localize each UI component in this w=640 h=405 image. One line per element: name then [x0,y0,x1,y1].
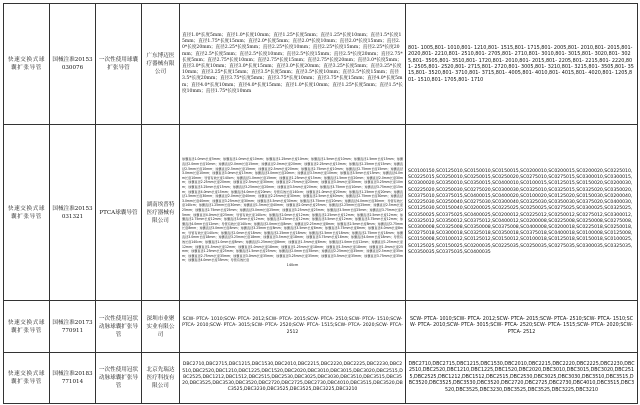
model-cell: SC0100150,SC0125010,SC0150010,SC0150015,SC0200010,SC0200015,SC0200020,SC0225010,SC0225015,SC0250010,SC0250015,SC0250020,SC0275010,SC0275015,SC0300010,SC0300015,SC0300020,SC0350010,SC0350015,SC0400010,SC0100015,SC0125015,SC0150020,SC0200030,SC0225020,SC0250030,SC0275020,SC0300030,SC0325010,SC0325015,SC0325020,SC0350020,SC0375010,SC0375015,SC0400015,SC0400020,SC0100020,SC0125020,SC0150030,SC0200040,SC0225030,SC0250040,SC0275030,SC0300040,SC0325030,SC0350030,SC0375020,SC0400030,SC0125030,SC0150040,SC0200025,SC0225025,SC0250025,SC0275025,SC0300025,SC0325025,SC0350025,SC0375025,SC0400025,SC0200012,SC0225012,SC0250012,SC0275012,SC0300012,SC0325012,SC0350012,SC0375012,SC0400012,SC0200008,SC0225008,SC0250008,SC0275008,SC0300008,SC0325008,SC0350008,SC0375008,SC0400008,SC0200018,SC0225018,SC0250018,SC0275018,SC0300018,SC0325018,SC0350018,SC0375018,SC0400018,SC0100008,SC0125008,SC0150008,SC0100012,SC0125012,SC0150012,SC0100018,SC0125018,SC0150018,SC0100025,SC0125025,SC0150025,SC0200035,SC0225035,SC0250035,SC0275035,SC0300035,SC0325035,SC0350035,SC0375035,SC0400035 [406,125,638,301]
registration-number-cell: 国械注准20173770911 [50,301,96,353]
product-name-cell: 快速交换式球囊扩张导管 [4,301,50,353]
registration-number-cell: 国械注准20153030076 [50,4,96,125]
specification-cell: 直径1.0*长度5mm；直径1.0*长度10mm；直径1.25*长度5mm；直径1.25*长度10mm；直径1.5*长度15mm；直径1.75*长度15mm；直径2.0*长度5mm；直径2.0*长度10mm；直径2.0*长度15mm；直径2.0*长度20mm；直径2.25*长度5mm；直径2.25*长度10mm；直径2.25*长度15mm；直径2.25*长度20mm；直径2.5*长度5mm；直径2.5*长度10mm；直径2.5*长度15mm；直径2.5*长度20mm；直径2.75*长度5mm；直径2.75*长度10mm；直径2.75*长度15mm；直径2.75*长度20mm；直径3.0*长度5mm；直径3.0*长度10mm；直径3.0*长度15mm；直径3.0*长度20mm；直径3.25*长度5mm；直径3.25*长度10mm；直径3.25*长度15mm；直径3.5*长度5mm；直径3.5*长度10mm；直径3.5*长度15mm；直径3.5*长度20mm；直径3.75*长度5mm；直径3.75*长度10mm；直径3.75*长度15mm；直径4.0*长度5mm；直径4.0*长度10mm；直径4.0*长度15mm；直径1.0*长度10mm；直径1.25*长度5mm；直径1.5*长度10mm；直径1.75*长度10mm [180,4,406,125]
specification-cell: DBC2710,DBC2715,DBC1215,DBC1530,DBC2010,DBC2215,DBC2220,DBC2225,DBC2230,DBC2510,DBC2520,DBC1210,DBC1225,DBC1520,DBC2020,DBC3010,DBC3015,DBC3020,DBC2515,DBC2525,DBC1212,DBC1512,DBC2515,DBC2530,DBC3025,DBC3030,DBC3510,DBC3515,DBC3520,DBC3525,DBC3530,DBC3520,DBC2720,DBC2725,DBC2730,DBC4010,DBC3515,DBC3520,DBC3525,DBC3230,DBC3525,DBC3525,DBC3225,DBC3210 [180,353,406,404]
product-description-cell: 一次性使用球囊扩张导管 [96,4,142,125]
manufacturer-cell: 北京先瑞达医疗科技有限公司 [142,353,180,404]
product-description-cell: 一次性使用冠状动脉球囊扩张导管 [96,301,142,353]
specification-text: 球囊直径1.0mm长度5mm；球囊直径1.0mm长度10mm；球囊直径1.25mm长度10mm；球囊直径1.5mm长度10mm；球囊直径1.5mm长度15mm；球囊直径2.0mm长度10mm；球囊直径2.0mm长度15mm；球囊直径2.0mm长度20mm；球囊直径2.25mm长度10mm；球囊直径2.25mm长度15mm；球囊直径2.5mm长度10mm；球囊直径2.5mm长度15mm；球囊直径2.5mm长度20mm；球囊直径2.75mm长度10mm；球囊直径2.75mm长度15mm；球囊直径3.0mm长度10mm；球囊直径3.0mm长度15mm；球囊直径3.0mm长度20mm；球囊直径3.5mm长度10mm；球囊直径3.5mm长度15mm；球囊直径4.0mm长度10mm；导管有效长度140cm；球囊直径1.0mm长度15mm；球囊直径1.25mm长度15mm；球囊直径1.5mm长度20mm；球囊直径2.0mm长度30mm；球囊直径2.25mm长度20mm；球囊直径2.5mm长度30mm；球囊直径2.75mm长度20mm；球囊直径3.0mm长度30mm；球囊直径3.25mm长度10mm；球囊直径3.25mm长度15mm；球囊直径3.25mm长度20mm；球囊直径3.5mm长度20mm；球囊直径3.75mm长度10mm；球囊直径3.75mm长度15mm；球囊直径4.0mm长度15mm；球囊直径4.0mm长度20mm；导管有效长度140cm；球囊直径1.0mm长度20mm；球囊直径1.25mm长度20mm；球囊直径1.5mm长度30mm；球囊直径2.0mm长度40mm；球囊直径2.25mm长度30mm；球囊直径2.5mm长度40mm；球囊直径2.75mm长度30mm；球囊直径3.0mm长度40mm；球囊直径3.25mm长度30mm；球囊直径3.5mm长度30mm；球囊直径3.75mm长度20mm；球囊直径4.0mm长度30mm；导管有效长度140cm；球囊直径1.25mm长度30mm；球囊直径1.5mm长度40mm；球囊直径2.0mm长度25mm；球囊直径2.25mm长度25mm；球囊直径2.5mm长度25mm；球囊直径2.75mm长度25mm；球囊直径3.0mm长度25mm；球囊直径3.25mm长度25mm；球囊直径3.5mm长度25mm；球囊直径3.75mm长度25mm；球囊直径4.0mm长度25mm；导管有效长度140cm；球囊直径2.0mm长度12mm；球囊直径2.25mm长度12mm；球囊直径2.5mm长度12mm；球囊直径2.75mm长度12mm；球囊直径3.0mm长度12mm；球囊直径3.25mm长度12mm；球囊直径3.5mm长度12mm；球囊直径3.75mm长度12mm；球囊直径4.0mm长度12mm；导管有效长度140cm；球囊直径2.0mm长度8mm；球囊直径2.25mm长度8mm；球囊直径2.5mm长度8mm；球囊直径2.75mm长度8mm；球囊直径3.0mm长度8mm；球囊直径3.25mm长度8mm；球囊直径3.5mm长度8mm；球囊直径3.75mm长度8mm；球囊直径4.0mm长度8mm；导管有效长度140cm；球囊直径2.0mm长度18mm；球囊直径2.25mm长度18mm；球囊直径2.5mm长度18mm；球囊直径2.75mm长度18mm；球囊直径3.0mm长度18mm；球囊直径3.25mm长度18mm；球囊直径3.5mm长度18mm；球囊直径3.75mm长度18mm；球囊直径4.0mm长度18mm；导管有效长度140cm；球囊直径1.0mm长度8mm；球囊直径1.25mm长度8mm；球囊直径1.5mm长度8mm；球囊直径1.0mm长度12mm；球囊直径1.25mm长度12mm；球囊直径1.5mm长度12mm；球囊直径1.0mm长度18mm；球囊直径1.25mm长度18mm；球囊直径1.5mm长度18mm；球囊直径1.0mm长度25mm；球囊直径1.25mm长度25mm；球囊直径1.5mm长度25mm；球囊直径2.0mm长度35mm；球囊直径2.25mm长度35mm；球囊直径2.5mm长度35mm；球囊直径2.75mm长度35mm；球囊直径3.0mm长度35mm；球囊直径3.25mm长度35mm；球囊直径3.5mm长度35mm；球囊直径3.75mm长度35mm；球囊直径4.0mm长度35mm；导管有效长度 [182,157,403,263]
model-cell: 801- 1005,801- 1010,801- 1210,801- 1515,801- 1715,801- 2005,801- 2010,801- 2015,801- 2020,801- 2210,801- 2510,801- 2705,801- 2710,801- 3010,801- 3015,801- 3020,801- 3025,801- 3505,801- 3510,801- 1720,801- 2010,801- 2015,801- 2205,801- 2215,801- 2220,801- 2505,801- 2520,801- 2715,801- 2720,801- 3005,801- 3210,801- 3215,801- 3505,801- 3515,801- 3520,801- 3710,801- 3715,801- 4005,801- 4010,801- 4015,801- 4020,801- 1205,801- 1510,801- 1705,801- 1710 [406,4,638,125]
model-cell: DBC2710,DBC2715,DBC1215,DBC1530,DBC2010,DBC2215,DBC2220,DBC2225,DBC2230,DBC2510,DBC2520,DBC1210,DBC1225,DBC1520,DBC2020,DBC3010,DBC3015,DBC3020,DBC2515,DBC2525,DBC1212,DBC1512,DBC2515,DBC2530,DBC3025,DBC3030,DBC3510,DBC3515,DBC3520,DBC3525,DBC3530,DBC3520,DBC2720,DBC2725,DBC2730,DBC4010,DBC3515,DBC3520,DBC3525,DBC3230,DBC3525,DBC3525,DBC3225,DBC3210 [406,353,638,404]
specification-tail: 140cm [286,263,299,268]
table-row [4,353,638,404]
product-name-cell: 快速交换式球囊扩张导管 [4,4,50,125]
model-cell: SCW- PTCA- 1010;SCW- PTCA- 2012;SCW- PTCA- 2015;SCW- PTCA- 2510;SCW- PTCA- 1510;SCW- PTCA- 2010;SCW- PTCA- 3015;SCW- PTCA- 2520;SCW- PTCA- 1515;SCW- PTCA- 2020;SCW- PTCA- 2512 [406,301,638,353]
manufacturer-cell: 湖南埃普特医疗器械有限公司 [142,125,180,301]
product-name-cell: 快速交换式球囊扩张导管 [4,125,50,301]
manufacturer-cell: 广东博迈医疗器械有限公司 [142,4,180,125]
table-row [4,301,638,353]
product-name-cell: 快速交换式球囊扩张导管 [4,353,50,404]
product-description-cell: 一次性使用冠状动脉球囊扩张导管 [96,353,142,404]
table-row [4,4,638,125]
product-description-cell: PTCA球囊导管 [96,125,142,301]
registration-number-cell: 国械注准20183771014 [50,353,96,404]
registration-number-cell: 国械注准20153031321 [50,125,96,301]
specification-cell [180,125,406,301]
manufacturer-cell: 深圳市业聚实业有限公司 [142,301,180,353]
specification-cell: SCW- PTCA- 1010;SCW- PTCA- 2012;SCW- PTCA- 2015;SCW- PTCA- 2510;SCW- PTCA- 1510;SCW- PTCA- 2010;SCW- PTCA- 3015;SCW- PTCA- 2520;SCW- PTCA- 1515;SCW- PTCA- 2020;SCW- PTCA- 2512 [180,301,406,353]
device-registration-table [3,3,638,404]
table-row [4,125,638,301]
